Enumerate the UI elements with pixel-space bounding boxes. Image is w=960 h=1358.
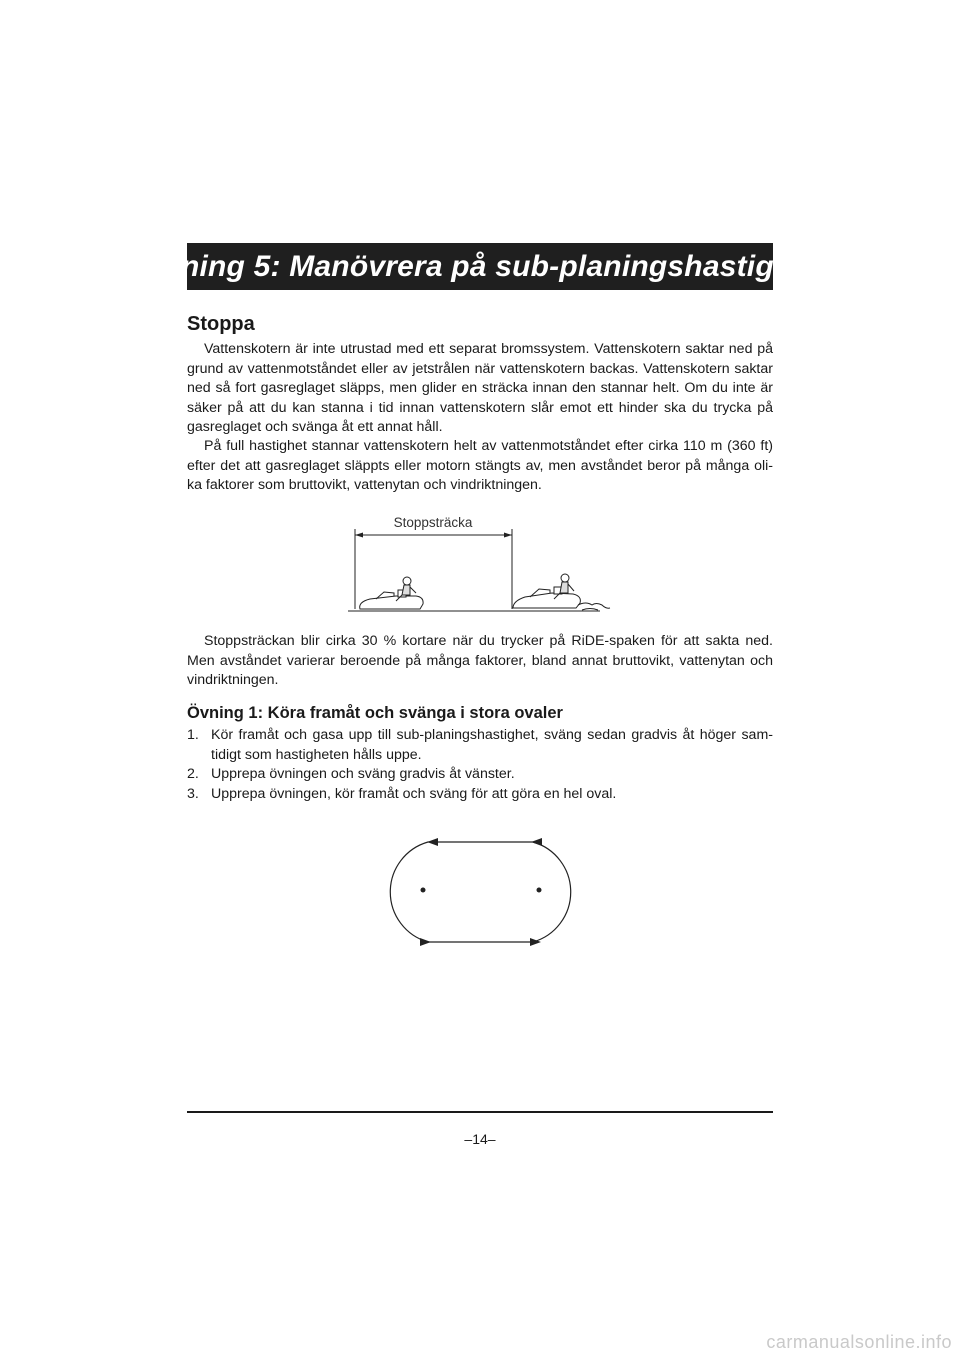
paragraph-2: På full hastighet stannar vattenskotern helt av vattenmotståndet efter cirka 110 m (360 ft) efter det att gasreglaget släppts eller motorn stängts av, men avståndet beror på många oli- ka faktorer som bruttovikt, vattenytan och vindriktningen. [187, 438, 773, 493]
list-item [187, 785, 773, 805]
list-number: 1. [187, 727, 199, 743]
stopping-distance-label: Stoppsträcka [393, 515, 473, 530]
exercise-steps [187, 726, 773, 804]
oval-path [390, 842, 570, 942]
arrow-right-icon [504, 533, 512, 538]
list-number: 3. [187, 785, 199, 802]
list-text: Upprepa övningen och sväng gradvis åt vänster. [211, 766, 515, 782]
paragraph-3: Stoppsträckan blir cirka 30 % kortare när du trycker på RiDE-spaken för att sakta ned. Men avståndet varierar beroende på många faktorer, bland annat bruttovikt, vattenytan och vindriktningen. [187, 633, 773, 688]
stopping-distance-figure [330, 505, 620, 625]
watermark: carmanualsonline.info [766, 1332, 952, 1352]
oval-course-figure [365, 832, 595, 952]
section-heading: Stoppa [187, 313, 255, 335]
list-number: 2. [187, 766, 199, 782]
list-item [187, 765, 773, 785]
list-text: Upprepa övningen, kör framåt och sväng för att göra en hel oval. [211, 785, 617, 802]
list-text: Kör framåt och gasa upp till sub-planingshastighet, sväng sedan gradvis åt höger sam- tidigt som hastigheten hålls uppe. [211, 727, 773, 763]
list-item [187, 726, 773, 765]
arrow-top-right-icon [531, 838, 542, 846]
watercraft-stopped-icon [360, 577, 423, 609]
arrow-top-left-icon [427, 838, 438, 846]
chapter-banner: Övning 5: Manövrera på sub-planingshastighet [187, 243, 773, 290]
arrow-bottom-left-icon [420, 938, 431, 946]
watercraft-moving-icon [513, 574, 610, 610]
exercise-heading: Övning 1: Köra framåt och svänga i stora ovaler [187, 704, 563, 722]
turn-center-left-icon [421, 888, 426, 893]
turn-center-right-icon [537, 888, 542, 893]
footer-rule [187, 1111, 773, 1113]
page-number: –14– [464, 1131, 496, 1147]
paragraph-1: Vattenskotern är inte utrustad med ett separat bromssystem. Vattenskotern saktar ned på grund av vattenmotståndet eller av jetstrålen när vattenskotern backas. Vattenskotern saktar ned så fort gasreglaget släpps, men glider en sträcka innan den stannar helt. Om du inte är säker på att du kan stanna i tid innan vattenskotern slår emot ett hinder ska du trycka på gasreglaget och svänga åt ett annat håll. [187, 341, 773, 435]
arrow-left-icon [355, 533, 363, 538]
